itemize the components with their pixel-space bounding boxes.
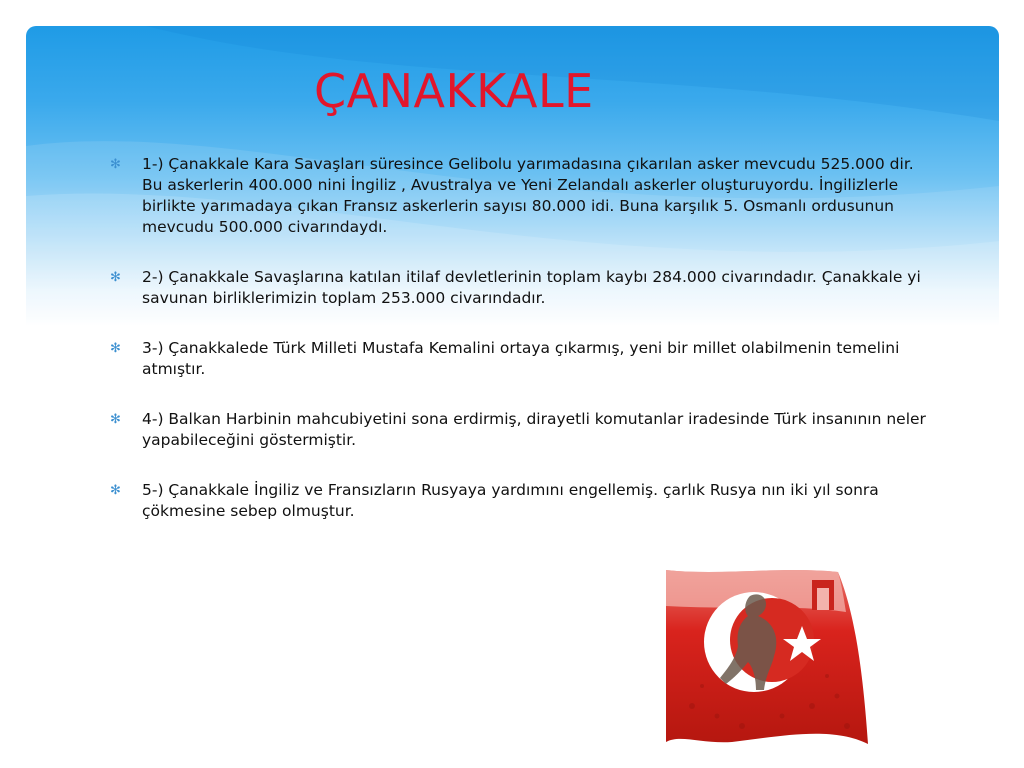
asterisk-bullet-icon: ✻ [110,483,121,498]
bullet-item [108,409,938,451]
asterisk-bullet-icon: ✻ [110,412,121,427]
bullet-text: 2-) Çanakkale Savaşlarına katılan itilaf devletlerinin toplam kaybı 284.000 civarındadır. Çanakkale yi savunan birliklerimizin toplam 253.000 civarındadır. [142,268,921,307]
bullet-item [108,480,938,522]
bullet-item [108,154,938,238]
bullet-text: 3-) Çanakkalede Türk Milleti Mustafa Kemalini ortaya çıkarmış, yeni bir millet olabilmenin temelini atmıştır. [142,339,900,378]
bullet-text: 5-) Çanakkale İngiliz ve Fransızların Rusyaya yardımını engellemiş. çarlık Rusya nın iki yıl sonra çökmesine sebep olmuştur. [142,481,879,520]
asterisk-bullet-icon: ✻ [110,270,121,285]
slide-title: ÇANAKKALE [314,64,594,118]
asterisk-bullet-icon: ✻ [110,157,121,172]
turkish-flag-soldier-illustration [662,566,872,748]
bullet-list [108,154,938,551]
bullet-item [108,338,938,380]
bullet-text: 1-) Çanakkale Kara Savaşları süresince Gelibolu yarımadasına çıkarılan asker mevcudu 525.000 dir. Bu askerlerin 400.000 nini İngiliz , Avustralya ve Yeni Zelandalı askerler oluşturuyordu. İngilizlerle birlikte yarımadaya çıkan Fransız askerlerin sayısı 80.000 idi. Buna karşılık 5. Osmanlı ordusunun mevcudu 500.000 civarındaydı. [142,155,914,236]
bullet-text: 4-) Balkan Harbinin mahcubiyetini sona erdirmiş, dirayetli komutanlar iradesinde Türk insanının neler yapabileceğini göstermiştir. [142,410,926,449]
asterisk-bullet-icon: ✻ [110,341,121,356]
bullet-item [108,267,938,309]
